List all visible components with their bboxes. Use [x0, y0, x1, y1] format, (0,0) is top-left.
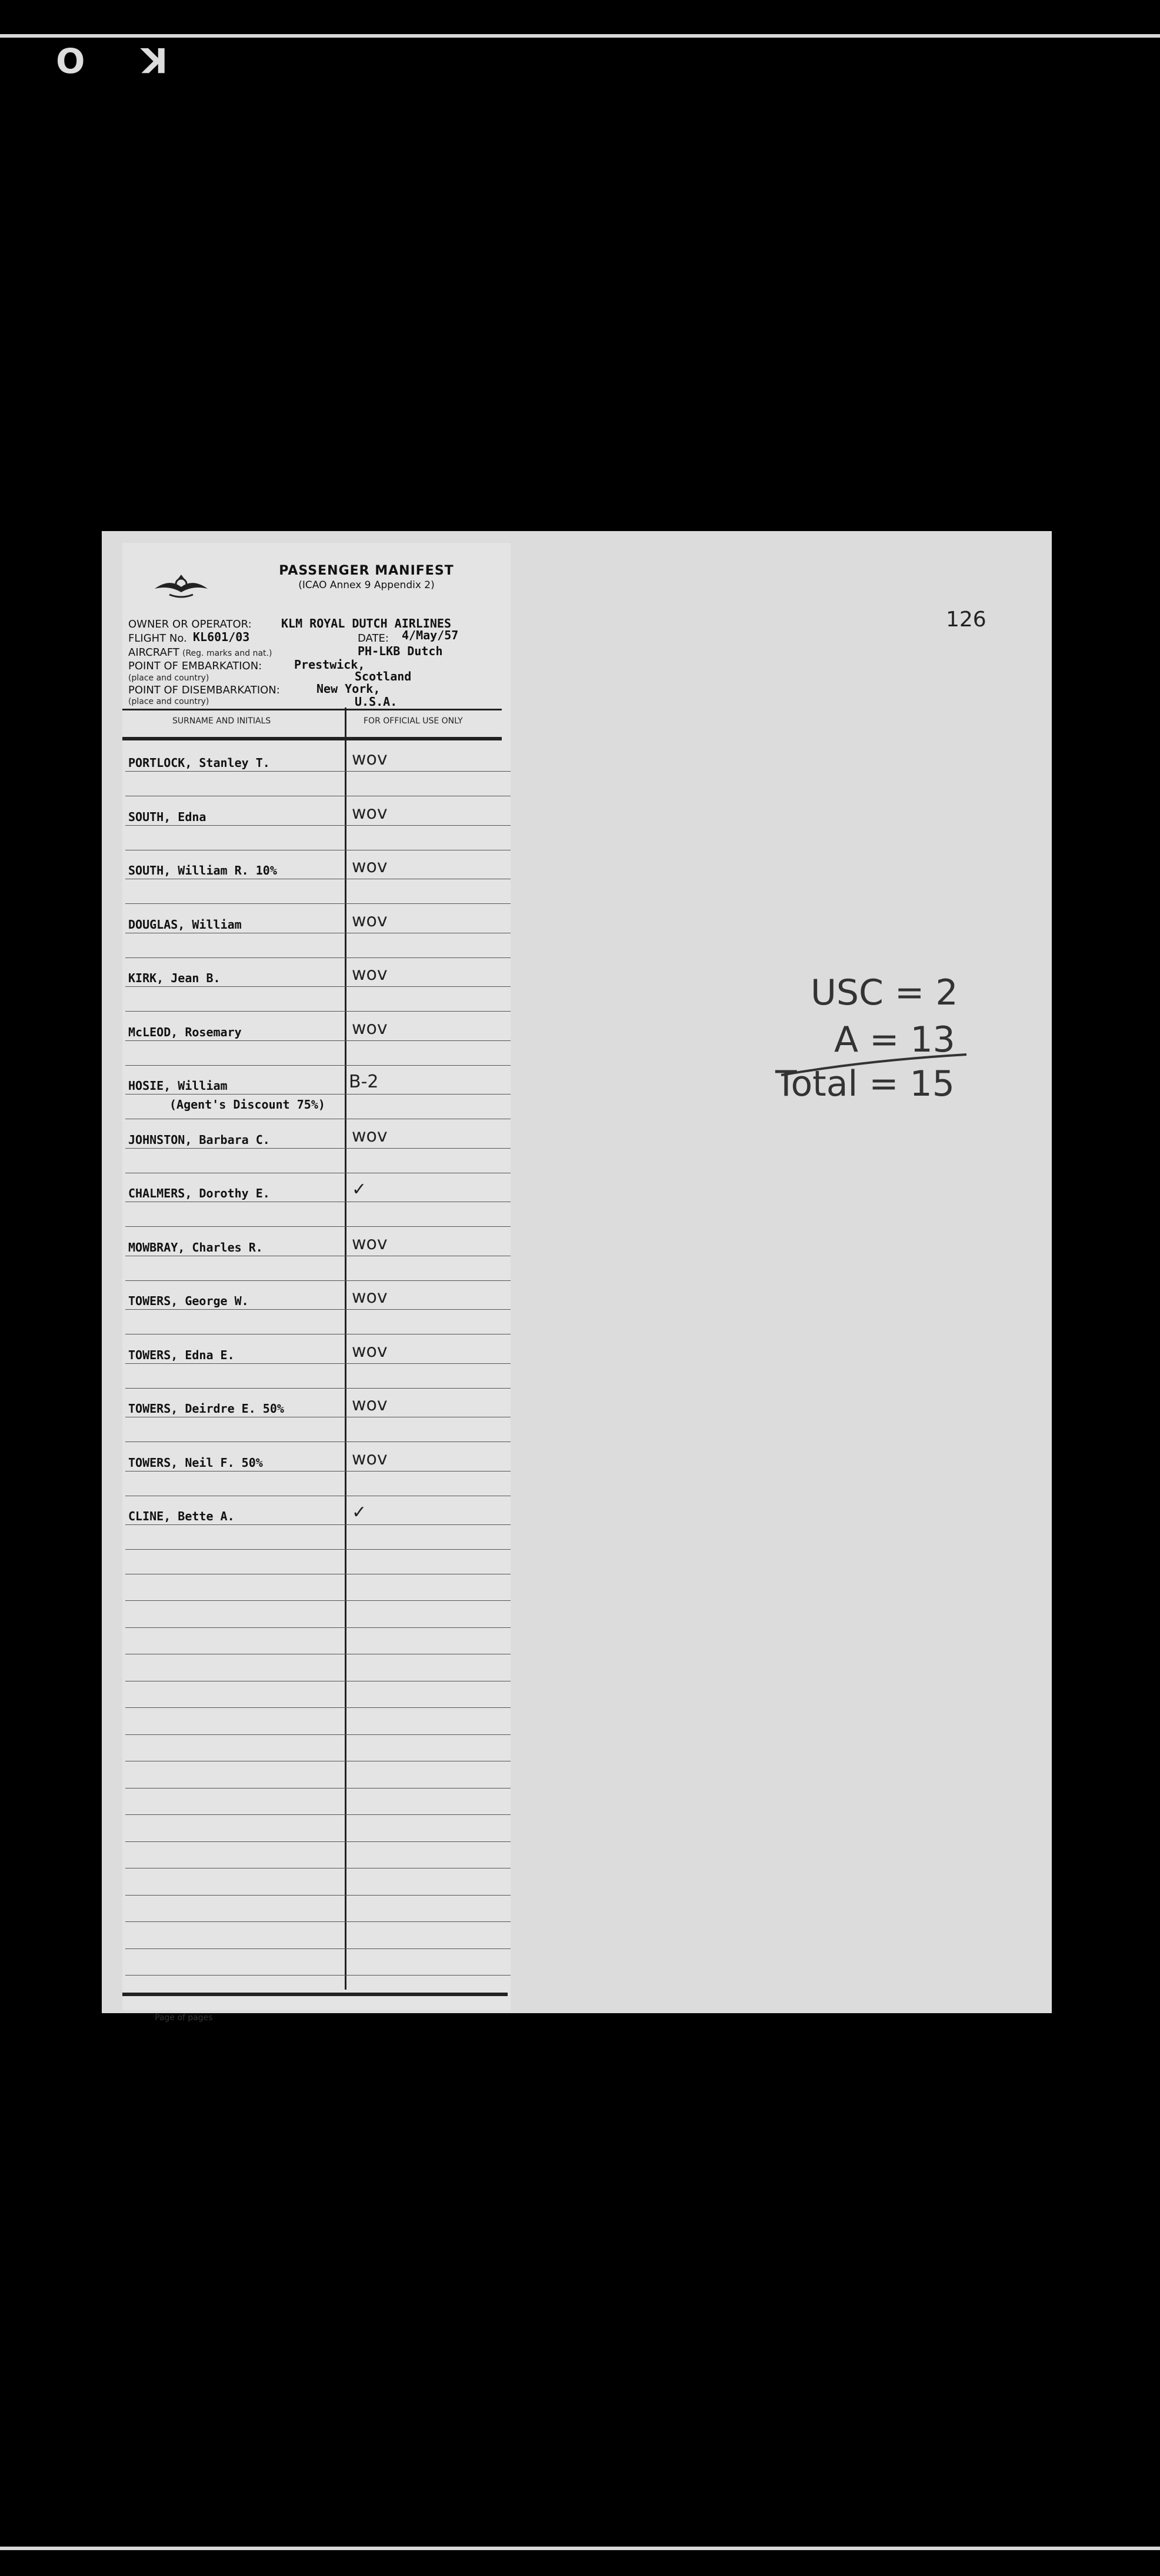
- row-line: [125, 1040, 511, 1041]
- empty-row-line: [125, 1895, 511, 1896]
- disembarkation-value-2: U.S.A.: [355, 695, 398, 709]
- row-line: [125, 1524, 511, 1525]
- official-use-mark: wov: [352, 856, 388, 877]
- empty-row-line: [125, 1707, 511, 1708]
- klm-crest-icon: [152, 572, 211, 602]
- passenger-name: TOWERS, George W.: [128, 1294, 249, 1308]
- owner-label: OWNER OR OPERATOR:: [128, 618, 252, 630]
- embarkation-value: Prestwick,: [294, 658, 365, 672]
- official-use-mark: B-2: [349, 1072, 379, 1092]
- aircraft-value: PH-LKB Dutch: [358, 644, 443, 658]
- passenger-name: CLINE, Bette A.: [128, 1509, 235, 1523]
- place-country-label-2: (place and country): [128, 697, 209, 706]
- passenger-name: CHALMERS, Dorothy E.: [128, 1186, 270, 1200]
- row-line: [125, 1280, 511, 1281]
- passenger-name: JOHNSTON, Barbara C.: [128, 1132, 270, 1147]
- official-use-mark: wov: [352, 964, 388, 985]
- manifest-page: [102, 531, 1052, 2023]
- header-rule-bottom: [122, 737, 502, 740]
- passenger-name: SOUTH, William R. 10%: [128, 863, 277, 877]
- row-line: [125, 1309, 511, 1310]
- date-label: DATE:: [358, 632, 389, 645]
- empty-row-line: [125, 1921, 511, 1922]
- aircraft-sub-label: (Reg. marks and nat.): [182, 649, 272, 658]
- film-marker-2: K: [141, 40, 168, 80]
- page-number: 126: [946, 608, 986, 632]
- row-line: [125, 1363, 511, 1364]
- alien-count-note: A = 13: [834, 1019, 955, 1060]
- row-line: [125, 957, 511, 958]
- passenger-name: TOWERS, Deirdre E. 50%: [128, 1402, 284, 1416]
- passenger-name: McLEOD, Rosemary: [128, 1025, 242, 1039]
- form-title-text: PASSENGER MANIFEST: [279, 563, 454, 578]
- embarkation-label: POINT OF EMBARKATION:: [128, 660, 262, 672]
- aircraft-label: AIRCRAFT: [128, 646, 179, 659]
- column-divider: [345, 708, 346, 1990]
- empty-row-line: [125, 1600, 511, 1601]
- passenger-name: PORTLOCK, Stanley T.: [128, 756, 270, 770]
- passenger-note: (Agent's Discount 75%): [169, 1097, 325, 1112]
- passenger-name: DOUGLAS, William: [128, 917, 242, 932]
- row-line: [125, 1388, 511, 1389]
- page-footer: Page of pages: [155, 2013, 213, 2023]
- form-subtitle-text: (ICAO Annex 9 Appendix 2): [298, 579, 435, 591]
- total-count-note: Total = 15: [775, 1063, 955, 1105]
- passenger-name: TOWERS, Neil F. 50%: [128, 1455, 263, 1470]
- row-line: [125, 1011, 511, 1012]
- official-use-mark: wov: [352, 1125, 388, 1146]
- official-use-mark: ✓: [352, 1179, 367, 1200]
- empty-row-line: [125, 1841, 511, 1842]
- official-use-mark: wov: [352, 802, 388, 823]
- passenger-name: HOSIE, William: [128, 1079, 228, 1093]
- header-rule-top: [122, 709, 502, 710]
- manifest-form: [122, 543, 511, 2023]
- empty-row-line: [125, 1627, 511, 1628]
- empty-row-line: [125, 1975, 511, 1976]
- place-country-label-1: (place and country): [128, 673, 209, 683]
- official-use-mark: wov: [352, 1448, 388, 1469]
- row-line: [125, 986, 511, 987]
- empty-row-line: [125, 1734, 511, 1735]
- official-use-mark: wov: [352, 910, 388, 931]
- embarkation-value-2: Scotland: [355, 669, 412, 683]
- row-line: [125, 1148, 511, 1149]
- official-use-mark: wov: [352, 1017, 388, 1039]
- row-line: [125, 903, 511, 904]
- film-edge-bottom: [0, 2547, 1160, 2550]
- row-line: [125, 771, 511, 772]
- row-line: [125, 1094, 511, 1095]
- column-header-surname: SURNAME AND INITIALS: [172, 716, 271, 726]
- flight-label: FLIGHT No.: [128, 632, 187, 645]
- official-use-mark: ✓: [352, 1502, 367, 1523]
- official-use-mark: wov: [352, 1394, 388, 1415]
- official-use-mark: wov: [352, 1233, 388, 1254]
- official-use-mark: wov: [352, 749, 388, 769]
- date-value: 4/May/57: [402, 628, 459, 642]
- row-line: [125, 1226, 511, 1227]
- row-line: [125, 1065, 511, 1066]
- form-title: [269, 563, 464, 591]
- passenger-name: KIRK, Jean B.: [128, 971, 221, 985]
- owner-value: KLM ROYAL DUTCH AIRLINES: [281, 616, 451, 630]
- passenger-name: TOWERS, Edna E.: [128, 1347, 235, 1362]
- disembarkation-value: New York,: [316, 682, 381, 696]
- film-edge-top: [0, 34, 1160, 38]
- passenger-name: SOUTH, Edna: [128, 809, 206, 824]
- flight-value: KL601/03: [193, 630, 250, 644]
- column-header-official: FOR OFFICIAL USE ONLY: [364, 716, 463, 726]
- disembarkation-label: POINT OF DISEMBARKATION:: [128, 684, 280, 696]
- table-bottom-rule: [122, 1993, 508, 1996]
- empty-row-line: [125, 1814, 511, 1815]
- row-line: [125, 825, 511, 826]
- film-marker-1: O: [56, 40, 85, 80]
- empty-row-line: [125, 1948, 511, 1949]
- row-line: [125, 1549, 511, 1550]
- passenger-name: MOWBRAY, Charles R.: [128, 1240, 263, 1254]
- usc-count-note: USC = 2: [811, 972, 958, 1013]
- official-use-mark: wov: [352, 1287, 388, 1307]
- official-use-mark: wov: [352, 1340, 388, 1362]
